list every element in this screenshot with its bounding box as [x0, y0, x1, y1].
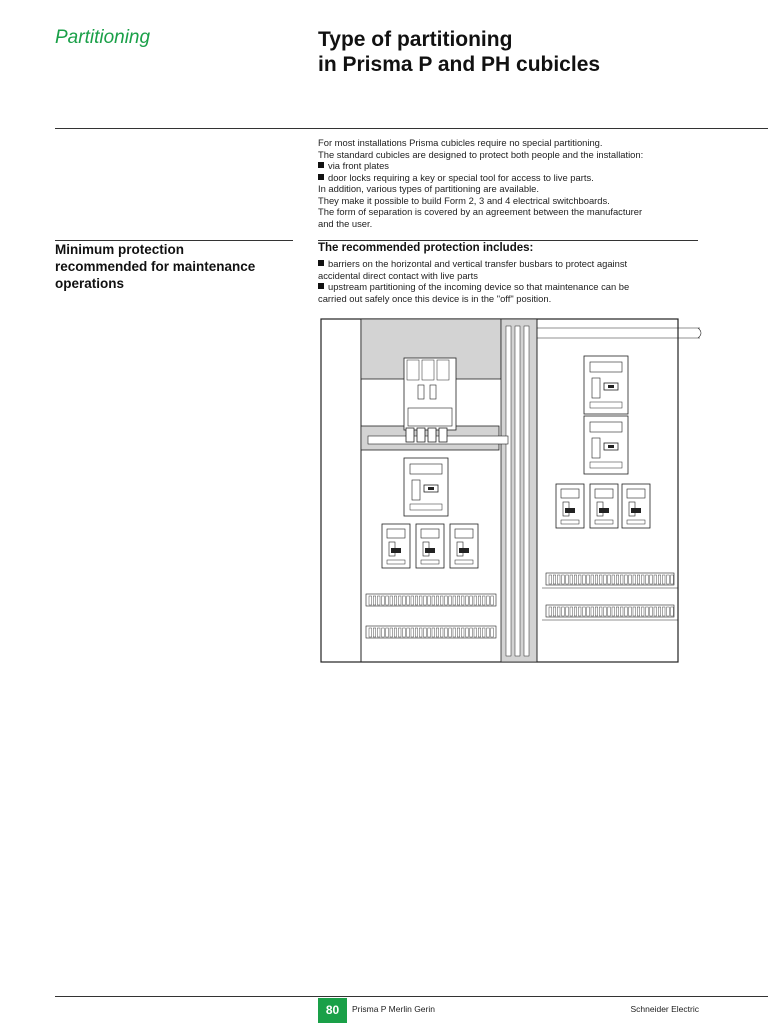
terminal-slot [445, 628, 448, 637]
terminal-slot [662, 607, 665, 616]
terminal-slot [424, 628, 427, 637]
terminal-slot [369, 596, 372, 605]
terminal-slot [578, 575, 581, 584]
terminal-slot [612, 575, 615, 584]
terminal-slot [612, 607, 615, 616]
heading-line: Minimum protection [55, 242, 184, 257]
terminal-slot [470, 596, 473, 605]
terminal-slot [591, 575, 594, 584]
terminal-slot [394, 596, 397, 605]
terminal-slot [428, 596, 431, 605]
bullet-item: upstream partitioning of the incoming device so that maintenance can be [318, 281, 698, 293]
terminal-slot [487, 628, 490, 637]
terminal-slot [369, 628, 372, 637]
terminal-slot [377, 628, 380, 637]
bullet-item: barriers on the horizontal and vertical transfer busbars to protect against [318, 258, 698, 270]
terminal-slot [641, 607, 644, 616]
terminal-slot [620, 607, 623, 616]
terminal-slot [553, 575, 556, 584]
terminal-slot [574, 575, 577, 584]
terminal-slot [583, 575, 586, 584]
bullet-square-icon [318, 283, 324, 289]
terminal-slot [557, 607, 560, 616]
terminal-slot [667, 575, 670, 584]
terminal-slot [654, 607, 657, 616]
terminal-slot [436, 596, 439, 605]
heading-line: operations [55, 276, 125, 291]
terminal-slot [604, 607, 607, 616]
terminal-slot [629, 575, 632, 584]
intro-line: For most installations Prisma cubicles require no special partitioning. [318, 137, 603, 148]
footer-company: Schneider Electric [630, 1004, 699, 1014]
bottom-rule [55, 996, 768, 997]
terminal-slot [482, 628, 485, 637]
intro-line: The form of separation is covered by an agreement between the manufacturer [318, 206, 643, 217]
intro-line: They make it possible to build Form 2, 3 and 4 electrical switchboards. [318, 194, 610, 206]
terminal-slot [432, 628, 435, 637]
terminal-slot [478, 596, 481, 605]
terminal-slot [641, 575, 644, 584]
terminal-slot [449, 628, 452, 637]
terminal-slot [570, 575, 573, 584]
terminal-slot [599, 607, 602, 616]
terminal-slot [595, 607, 598, 616]
terminal-slot [570, 607, 573, 616]
terminal-slot [650, 607, 653, 616]
terminal-slot [633, 575, 636, 584]
terminal-slot [671, 607, 674, 616]
terminal-slot [625, 607, 628, 616]
intro-bullet: door locks requiring a key or special tool for access to live parts. [318, 172, 708, 184]
terminal-slot [620, 575, 623, 584]
terminal-slot [424, 596, 427, 605]
terminal-slot [373, 596, 376, 605]
terminal-slot [604, 575, 607, 584]
bullet-square-icon [318, 162, 324, 168]
terminal-slot [599, 575, 602, 584]
terminal-slot [453, 628, 456, 637]
protection-bullets [318, 258, 698, 304]
page-title [318, 27, 738, 77]
heading-line: recommended for maintenance [55, 259, 256, 274]
terminal-slot [461, 628, 464, 637]
terminal-slot [608, 607, 611, 616]
terminal-slot [382, 628, 385, 637]
terminal-slot [491, 596, 494, 605]
section-rule-right [318, 240, 698, 241]
terminal-slot [595, 575, 598, 584]
terminal-slot [386, 628, 389, 637]
terminal-slot [562, 575, 565, 584]
page-number: 80 [318, 998, 347, 1023]
terminal-slot [616, 607, 619, 616]
terminal-slot [650, 575, 653, 584]
terminal-slot [629, 607, 632, 616]
terminal-slot [386, 596, 389, 605]
terminal-slot [474, 628, 477, 637]
terminal-slot [662, 575, 665, 584]
terminal-slot [667, 607, 670, 616]
terminal-slot [403, 596, 406, 605]
intro-line: In addition, various types of partitioning are available. [318, 183, 539, 194]
terminal-slot [608, 575, 611, 584]
terminal-slot [637, 607, 640, 616]
terminal-slot [415, 628, 418, 637]
top-rule [55, 128, 768, 129]
bullet-square-icon [318, 174, 324, 180]
terminal-slot [578, 607, 581, 616]
terminal-slot [457, 596, 460, 605]
terminal-slot [654, 575, 657, 584]
footer-publication: Prisma P Merlin Gerin [352, 1004, 435, 1014]
terminal-slot [658, 607, 661, 616]
terminal-slot [625, 575, 628, 584]
terminal-slot [557, 575, 560, 584]
terminal-slot [553, 607, 556, 616]
intro-bullet: via front plates [318, 160, 708, 172]
terminal-slot [419, 596, 422, 605]
terminal-slot [436, 628, 439, 637]
subheading: The recommended protection includes: [318, 242, 534, 254]
terminal-slot [390, 628, 393, 637]
terminal-slot [646, 575, 649, 584]
terminal-slot [658, 575, 661, 584]
terminal-slot [382, 596, 385, 605]
section-tag: Partitioning [55, 27, 151, 48]
bullet-continuation: carried out safely once this device is in the "off" position. [318, 292, 552, 304]
terminal-slot [587, 575, 590, 584]
terminal-slot [583, 607, 586, 616]
terminal-slot [373, 628, 376, 637]
terminal-slot [403, 628, 406, 637]
terminal-slot [591, 607, 594, 616]
terminal-slot [377, 596, 380, 605]
terminal-slot [440, 628, 443, 637]
terminal-slot [457, 628, 460, 637]
terminal-slot [616, 575, 619, 584]
bullet-continuation: accidental direct contact with live parts [318, 269, 478, 281]
terminal-slot [411, 628, 414, 637]
title-line-1: Type of partitioning [318, 28, 513, 51]
terminal-slot [470, 628, 473, 637]
terminal-slot [482, 596, 485, 605]
terminal-slot [491, 628, 494, 637]
terminal-slot [646, 607, 649, 616]
terminal-slot [566, 607, 569, 616]
terminal-slot [449, 596, 452, 605]
terminal-slot [453, 596, 456, 605]
cubicle-diagram [320, 318, 710, 668]
terminal-slot [398, 628, 401, 637]
title-line-2: in Prisma P and PH cubicles [318, 53, 601, 76]
intro-line: and the user. [318, 217, 373, 229]
terminal-slot [411, 596, 414, 605]
bullet-square-icon [318, 260, 324, 266]
terminal-slot [428, 628, 431, 637]
terminal-slot [466, 628, 469, 637]
terminal-slot [466, 596, 469, 605]
terminal-slot [415, 596, 418, 605]
section-heading [55, 241, 295, 292]
terminal-slot [574, 607, 577, 616]
terminal-slot [633, 607, 636, 616]
terminal-slot [671, 575, 674, 584]
terminal-slot [637, 575, 640, 584]
terminal-slot [407, 596, 410, 605]
terminal-slot [566, 575, 569, 584]
terminal-slot [549, 607, 552, 616]
terminal-slot [587, 607, 590, 616]
terminal-slot [440, 596, 443, 605]
terminal-slot [432, 596, 435, 605]
terminal-slot [398, 596, 401, 605]
terminal-slot [461, 596, 464, 605]
intro-line: The standard cubicles are designed to protect both people and the installation: [318, 148, 644, 160]
terminal-slot [474, 596, 477, 605]
terminal-slot [419, 628, 422, 637]
intro-text [318, 137, 708, 229]
terminal-slot [562, 607, 565, 616]
terminal-slot [445, 596, 448, 605]
terminal-slot [394, 628, 397, 637]
terminal-slot [487, 596, 490, 605]
terminal-slot [549, 575, 552, 584]
terminal-slot [390, 596, 393, 605]
terminal-slot [478, 628, 481, 637]
terminal-slot [407, 628, 410, 637]
